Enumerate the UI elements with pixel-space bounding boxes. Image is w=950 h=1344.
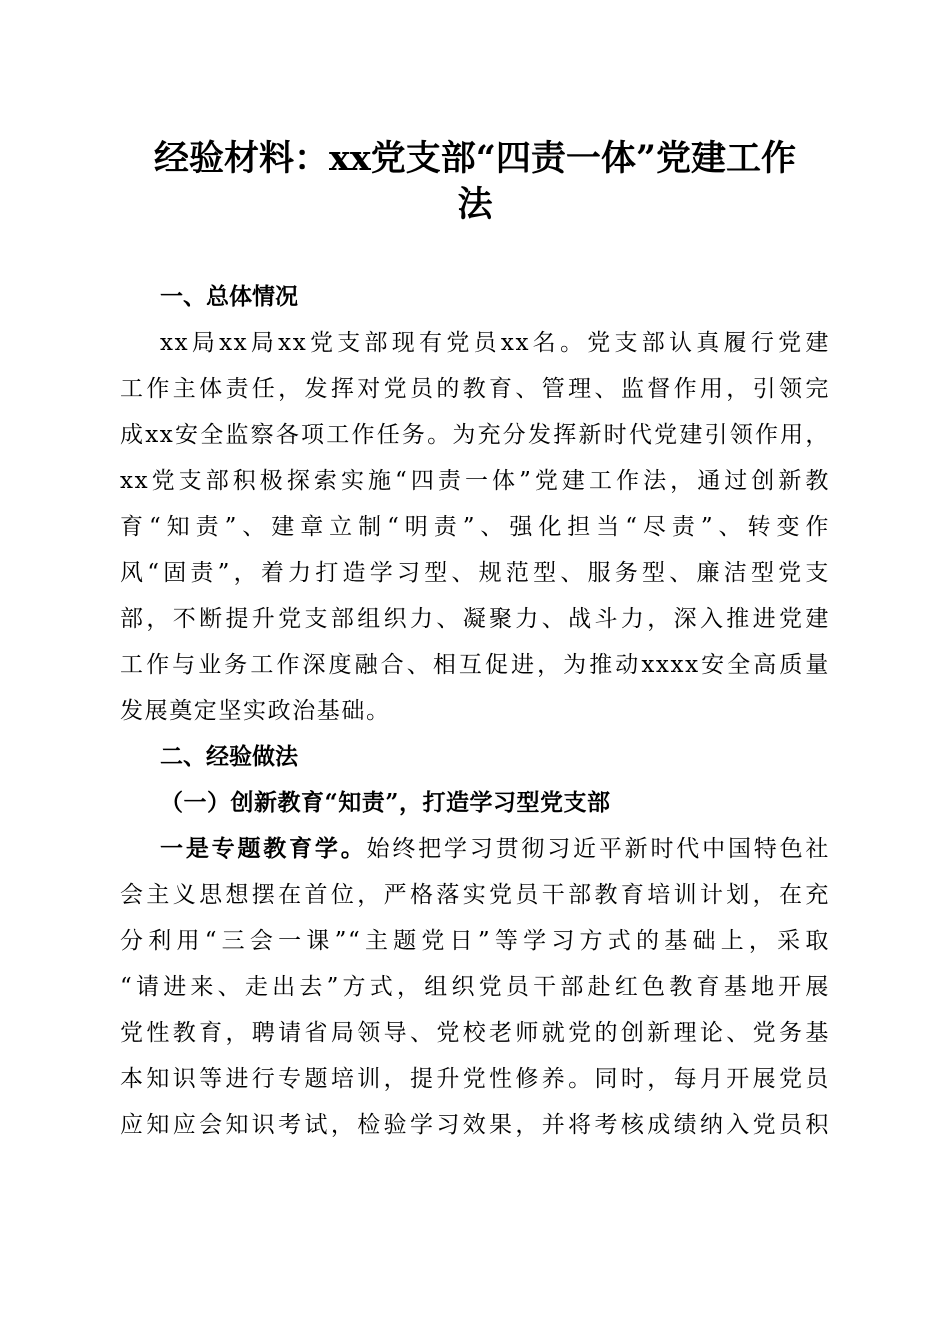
document-title bbox=[120, 136, 830, 228]
paragraph-line: 育“知责”、建章立制“明责”、强化担当“尽责”、转变作 bbox=[120, 514, 830, 540]
document-title-line-2: 法 bbox=[457, 184, 493, 225]
paragraph-line: 会主义思想摆在首位，严格落实党员干部教育培训计划，在充 bbox=[120, 882, 830, 908]
paragraph-line: 本知识等进行专题培训，提升党性修养。同时，每月开展党员 bbox=[120, 1066, 830, 1092]
paragraph-line: 党性教育，聘请省局领导、党校老师就党的创新理论、党务基 bbox=[120, 1020, 830, 1046]
paragraph-line: 工作与业务工作深度融合、相互促进，为推动xxxx安全高质量 bbox=[120, 652, 830, 678]
paragraph-line bbox=[120, 826, 830, 872]
subsection-heading-education: （一）创新教育“知责”，打造学习型党支部 bbox=[160, 789, 611, 816]
section-heading-practices: 二、经验做法 bbox=[160, 744, 298, 770]
paragraph-line: xx局xx局xx党支部现有党员xx名。党支部认真履行党建 bbox=[160, 330, 830, 356]
paragraph-line: 应知应会知识考试，检验学习效果，并将考核成绩纳入党员积 bbox=[120, 1112, 830, 1138]
paragraph-line: “请进来、走出去”方式，组织党员干部赴红色教育基地开展 bbox=[120, 974, 830, 1000]
document-title-line-1: 经验材料：xx党支部“四责一体”党建工作 bbox=[154, 138, 796, 179]
paragraph-lead: 一是专题教育学。 bbox=[160, 835, 367, 862]
paragraph-line: 工作主体责任，发挥对党员的教育、管理、监督作用，引领完 bbox=[120, 376, 830, 402]
education-paragraph bbox=[120, 826, 830, 1148]
paragraph-line: 发展奠定坚实政治基础。 bbox=[120, 698, 391, 724]
section-overview bbox=[120, 274, 830, 1148]
paragraph-line: 成xx安全监察各项工作任务。为充分发挥新时代党建引领作用， bbox=[120, 422, 830, 448]
paragraph-line: 风“固责”，着力打造学习型、规范型、服务型、廉洁型党支 bbox=[120, 560, 830, 586]
paragraph-line: 部，不断提升党支部组织力、凝聚力、战斗力，深入推进党建 bbox=[120, 606, 830, 632]
section-heading-overview: 一、总体情况 bbox=[160, 284, 298, 310]
overview-paragraph bbox=[120, 320, 830, 734]
paragraph-line: 分利用“三会一课”“主题党日”等学习方式的基础上，采取 bbox=[120, 928, 830, 954]
paragraph-line-rest: 始终把学习贯彻习近平新时代中国特色社 bbox=[366, 836, 830, 862]
paragraph-line: xx党支部积极探索实施“四责一体”党建工作法，通过创新教 bbox=[120, 468, 830, 494]
